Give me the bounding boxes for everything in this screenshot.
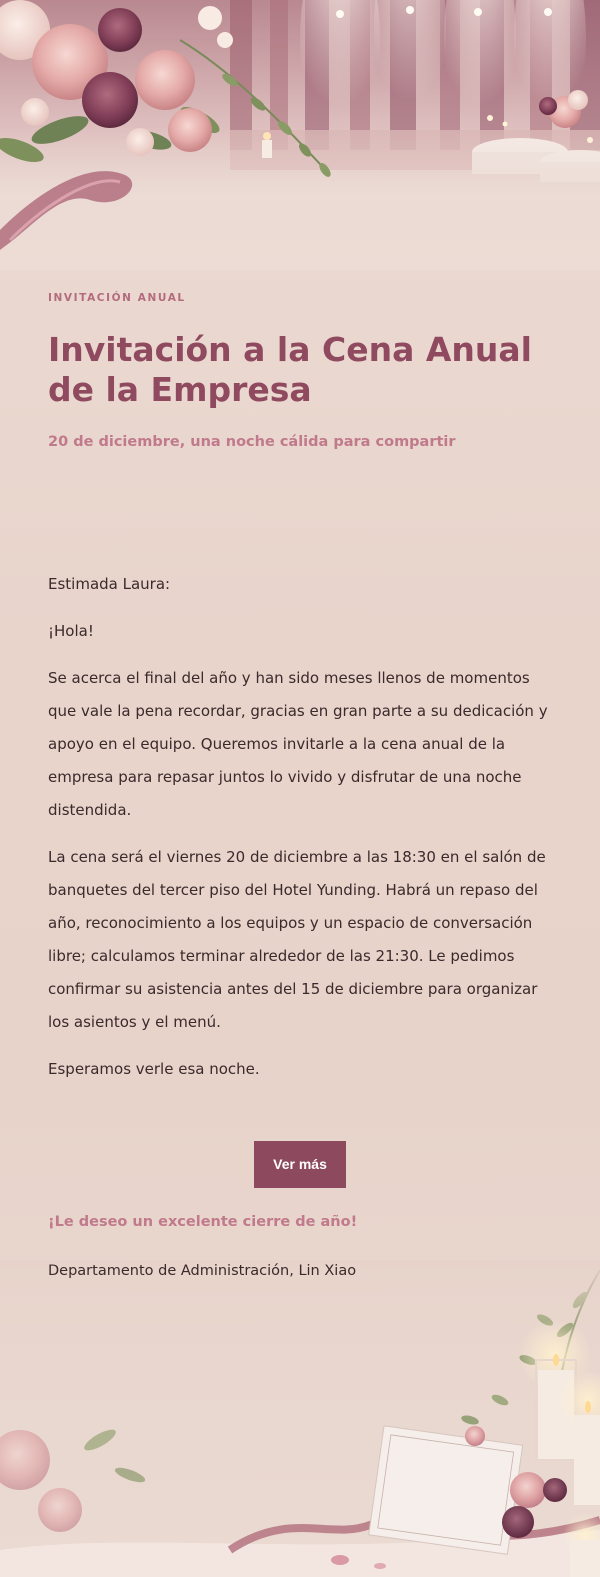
- closing-line: ¡Le deseo un excelente cierre de año!: [48, 1214, 358, 1230]
- signature: Departamento de Administración, Lin Xiao: [48, 1263, 357, 1279]
- hello-line: ¡Hola!: [48, 622, 94, 640]
- hero-floral-banquet-image: [0, 0, 600, 270]
- paragraph-intro: Se acerca el final del año y han sido meses llenos de momentos que vale la pena recordar, gracias en gran parte a su dedicación y apoyo en el equipo. Queremos invitarle a la cena anual de la empresa para repasar juntos lo vivido y disfrutar de una noche distendida.: [48, 669, 548, 819]
- footer-floral-candles-image: [0, 1260, 600, 1577]
- ver-mas-button[interactable]: Ver más: [254, 1141, 346, 1188]
- page-title: Invitación a la Cena Anual de la Empresa: [48, 330, 532, 409]
- letter-body: [48, 568, 558, 1100]
- eyebrow-label: INVITACIÓN ANUAL: [48, 292, 186, 304]
- subtitle: 20 de diciembre, una noche cálida para compartir: [48, 434, 456, 450]
- greeting: Estimada Laura:: [48, 575, 171, 593]
- farewell-line: Esperamos verle esa noche.: [48, 1060, 260, 1078]
- cta-container: [0, 1141, 600, 1188]
- paragraph-details: La cena será el viernes 20 de diciembre a las 18:30 en el salón de banquetes del tercer piso del Hotel Yunding. Habrá un repaso del año, reconocimiento a los equipos y un espacio de conversación libre; calculamos terminar alrededor de las 21:30. Le pedimos confirmar su asistencia antes del 15 de diciembre para organizar los asientos y el menú.: [48, 848, 546, 1031]
